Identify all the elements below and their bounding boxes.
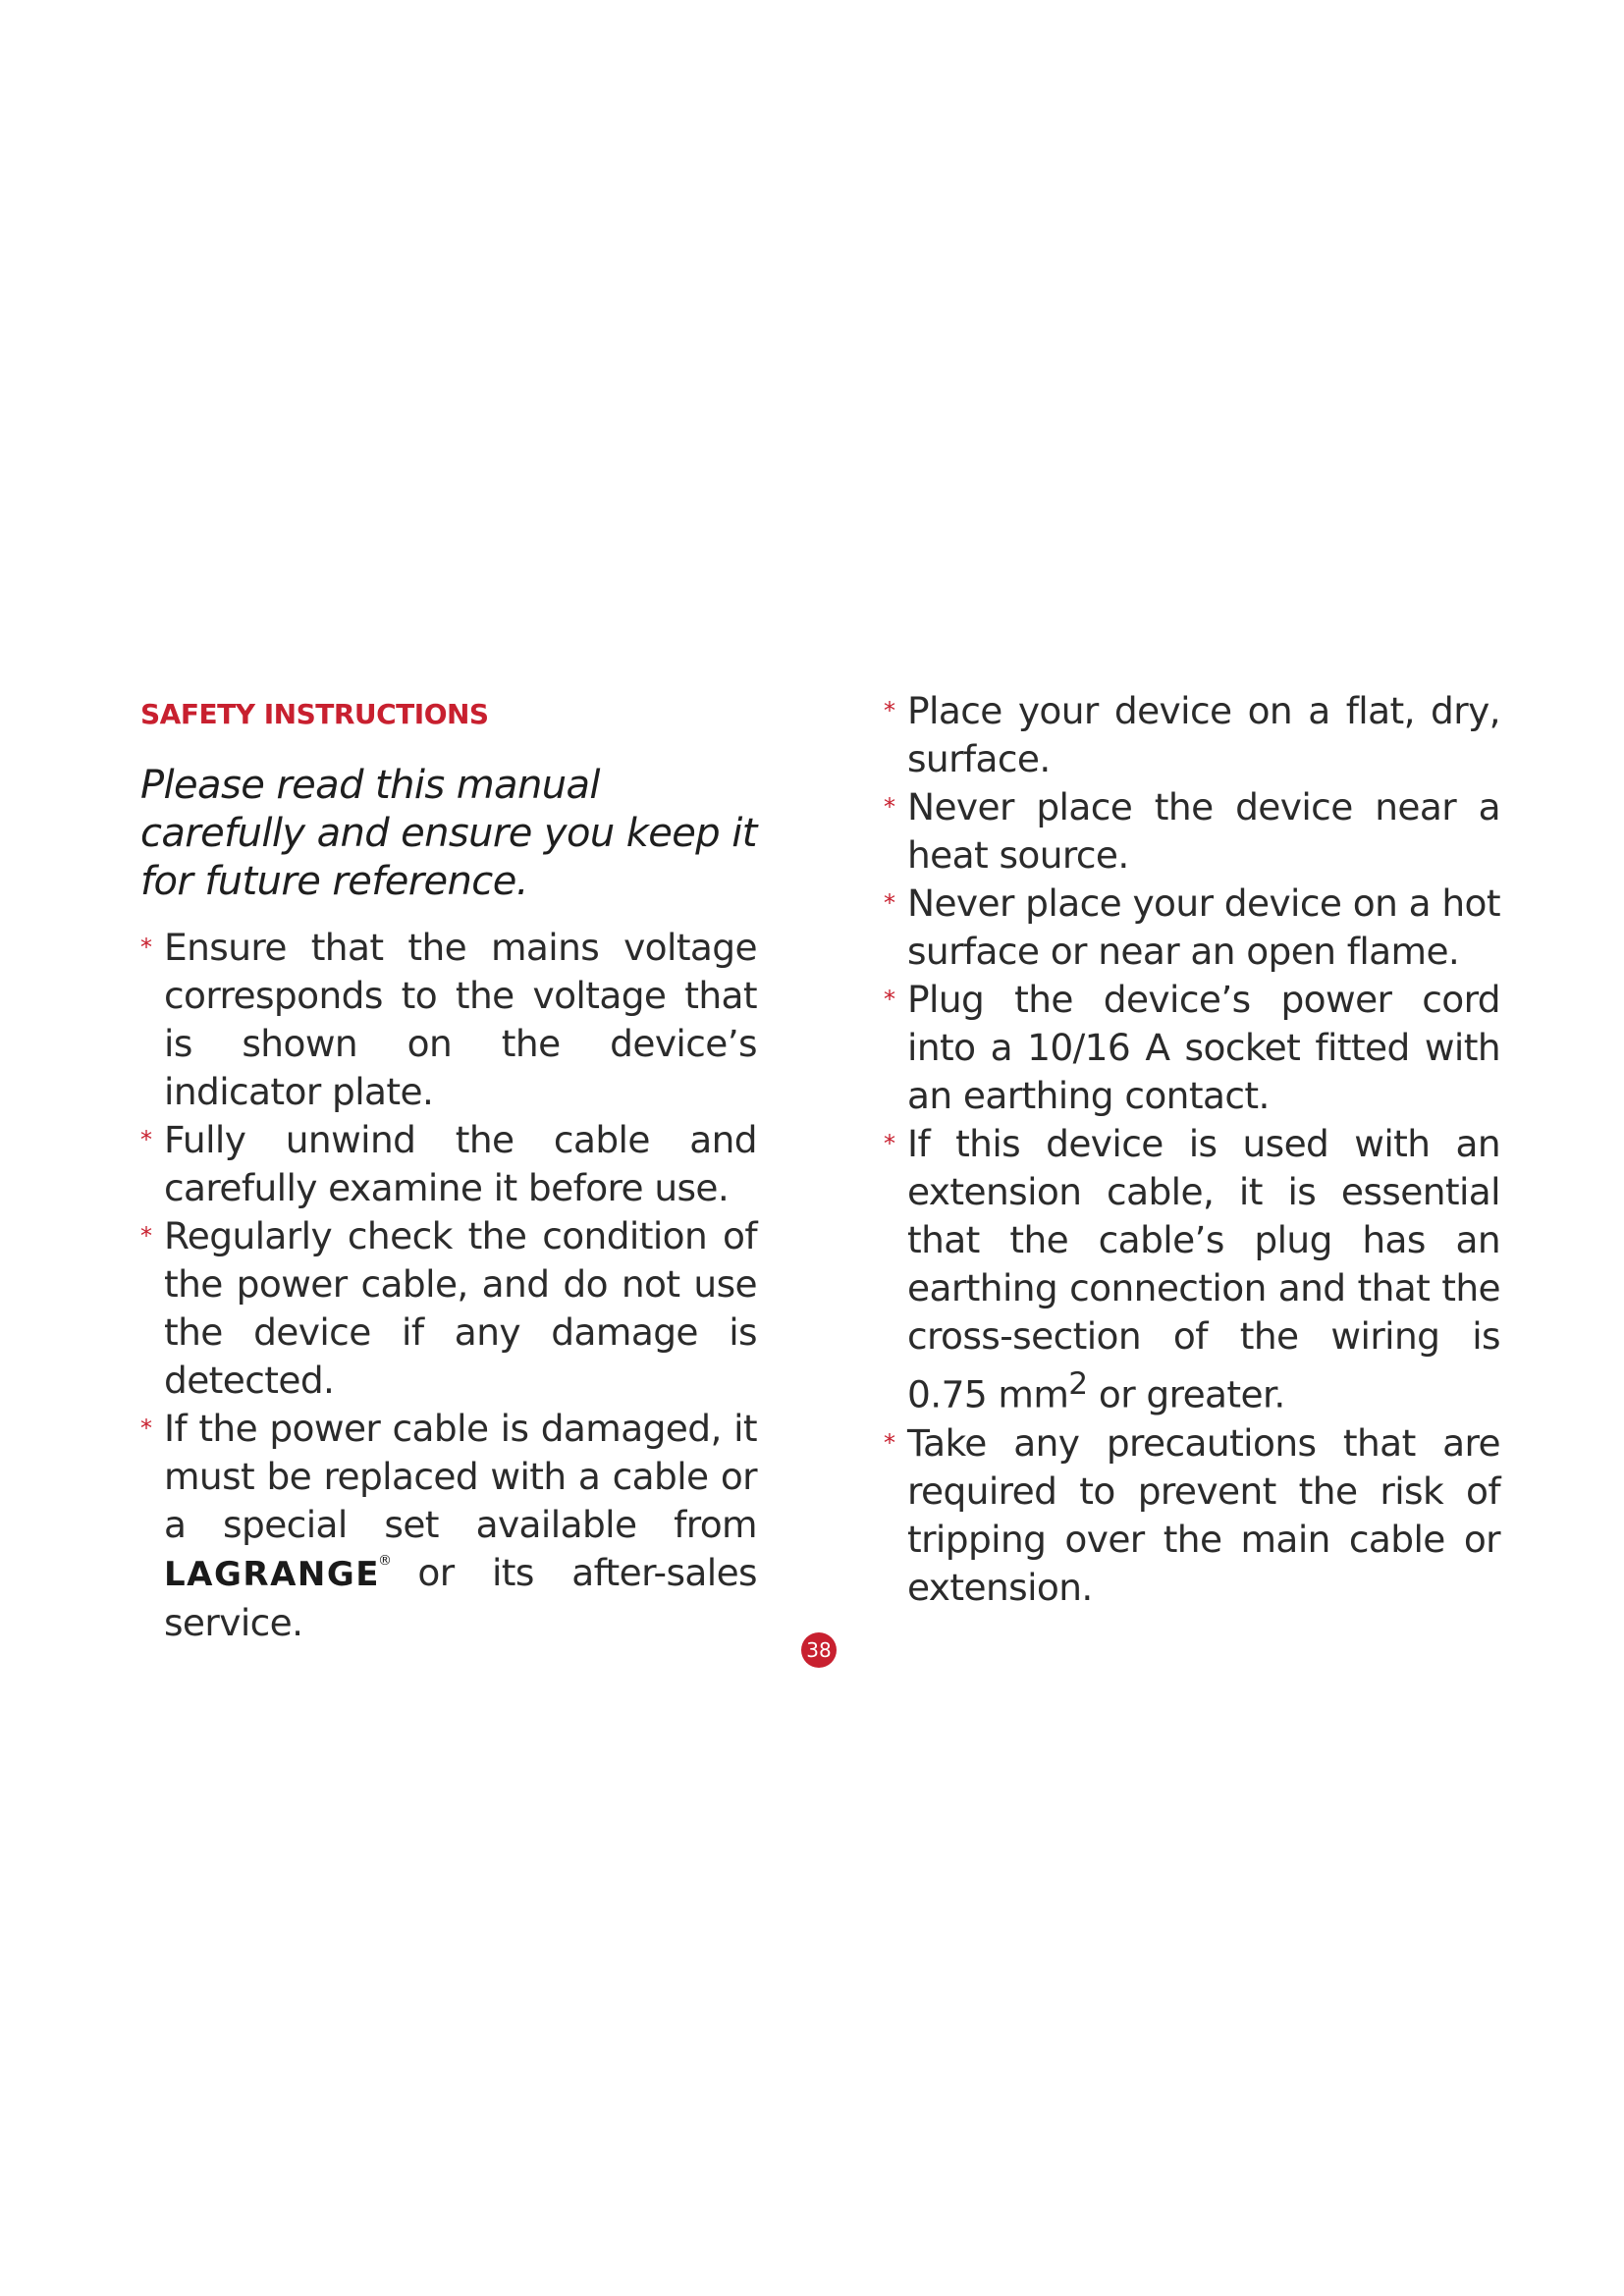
list-item: * Never place the device near a heat source. — [884, 785, 1500, 877]
intro-text: Please read this manual carefully and ensure you keep it for future reference. — [140, 763, 757, 904]
section-heading: SAFETY INSTRUCTIONS — [140, 698, 489, 730]
list-item: * Ensure that the mains voltage corresponds to the voltage that is shown on the device’s indicator plate. — [140, 926, 757, 1113]
asterisk-icon: * — [884, 1428, 895, 1457]
asterisk-icon: * — [140, 934, 152, 961]
asterisk-icon: * — [140, 1415, 152, 1442]
list-item: * Place your device on a flat, dry, surface. — [884, 689, 1500, 780]
asterisk-icon: * — [884, 697, 895, 724]
list-item: * Never place your device on a hot surface or near an open flame. — [884, 881, 1500, 973]
brand-logo: LAGRANGE ® — [164, 1555, 380, 1594]
right-safety-list — [884, 687, 1500, 1612]
right-column — [884, 687, 1500, 1612]
asterisk-icon: * — [884, 889, 895, 917]
left-column — [140, 687, 757, 1647]
list-item: * Regularly check the condition of the power cable, and do not use the device if any damage is detected. — [140, 1214, 757, 1402]
list-item: * If the power cable is damaged, it must be replaced with a cable or a special set available from LAGRANGE ® or its after-sales service. — [140, 1407, 757, 1644]
superscript: 2 — [1068, 1366, 1088, 1402]
list-item: * Plug the device’s power cord into a 10/16 A socket fitted with an earthing contact. — [884, 978, 1500, 1117]
asterisk-icon: * — [140, 1222, 152, 1250]
left-safety-list — [140, 924, 757, 1647]
list-item: * If this device is used with an extension cable, it is essential that the cable’s plug has an earthing connection and that the cross-section of the wiring is 0.75 $mm^2$ or greater. — [884, 1122, 1500, 1416]
asterisk-icon: * — [140, 1126, 152, 1153]
page-number-badge: 38 — [801, 1632, 837, 1668]
asterisk-icon: * — [884, 986, 895, 1013]
registered-mark: ® — [378, 1553, 392, 1569]
list-item: * Take any precautions that are required to prevent the risk of tripping over the main cable or extension. — [884, 1420, 1500, 1609]
list-item: * Fully unwind the cable and carefully examine it before use. — [140, 1118, 757, 1209]
asterisk-icon: * — [884, 1130, 895, 1157]
asterisk-icon: * — [884, 793, 895, 821]
